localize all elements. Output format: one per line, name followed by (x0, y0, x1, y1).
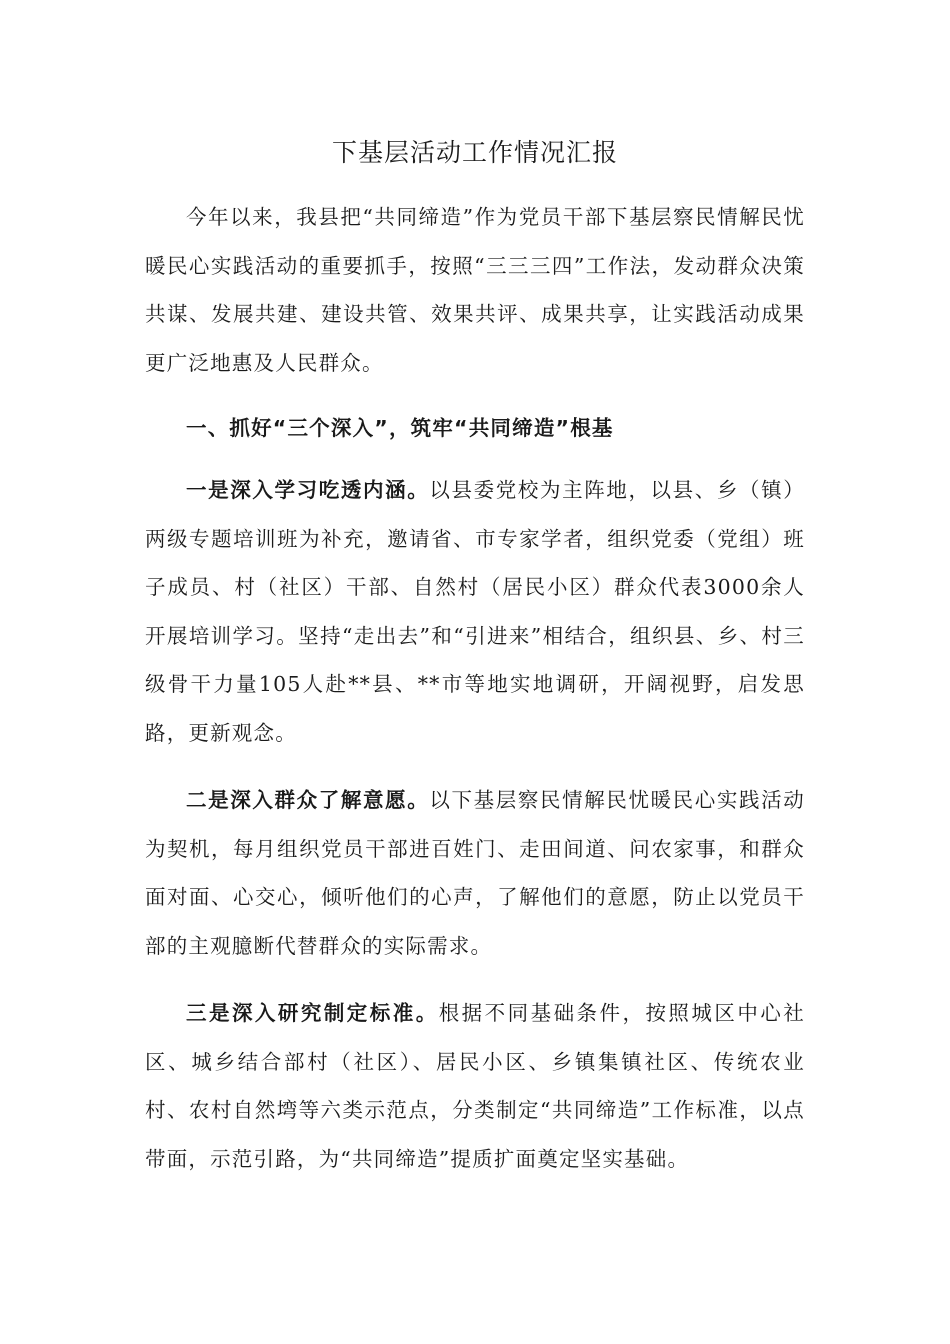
paragraph-1 (145, 466, 805, 757)
paragraph-2-text: 以下基层察民情解民忧暖民心实践活动为契机，每月组织党员干部进百姓门、走田间道、问农家事，和群众面对面、心交心，倾听他们的心声，了解他们的意愿，防止以党员干部的主观臆断代替群众的实际需求。 (145, 788, 805, 958)
paragraph-3-lead: 三是深入研究制定标准。 (186, 1001, 439, 1025)
paragraph-2 (145, 776, 805, 970)
document-title: 下基层活动工作情况汇报 (331, 138, 618, 167)
paragraph-3 (145, 989, 805, 1183)
paragraph-3-body (145, 989, 805, 1183)
paragraph-2-lead: 二是深入群众了解意愿。 (186, 788, 430, 812)
intro-text: 今年以来，我县把“共同缔造”作为党员干部下基层察民情解民忧暖民心实践活动的重要抓手，按照“三三三四”工作法，发动群众决策共谋、发展共建、建设共管、效果共评、成果共享，让实践活动成果更广泛地惠及人民群众。 (145, 205, 805, 375)
section-1 (145, 404, 805, 453)
paragraph-1-body (145, 466, 805, 757)
paragraph-3-text: 根据不同基础条件，按照城区中心社区、城乡结合部村（社区）、居民小区、乡镇集镇社区、传统农业村、农村自然塆等六类示范点，分类制定“共同缔造”工作标准，以点带面，示范引路，为“共同缔造”提质扩面奠定坚实基础。 (145, 1001, 805, 1171)
paragraph-1-text: 以县委党校为主阵地，以县、乡（镇）两级专题培训班为补充，邀请省、市专家学者，组织党委（党组）班子成员、村（社区）干部、自然村（居民小区）群众代表3000余人开展培训学习。坚持“走出去”和“引进来”相结合，组织县、乡、村三级骨干力量105人赴**县、**市等地实地调研，开阔视野，启发思路，更新观念。 (145, 478, 805, 745)
intro-paragraph (145, 193, 805, 387)
section-1-heading: 一、抓好“三个深入”，筑牢“共同缔造”根基 (186, 416, 614, 440)
paragraph-1-lead: 一是深入学习吃透内涵。 (186, 478, 430, 502)
paragraph-2-body (145, 776, 805, 970)
